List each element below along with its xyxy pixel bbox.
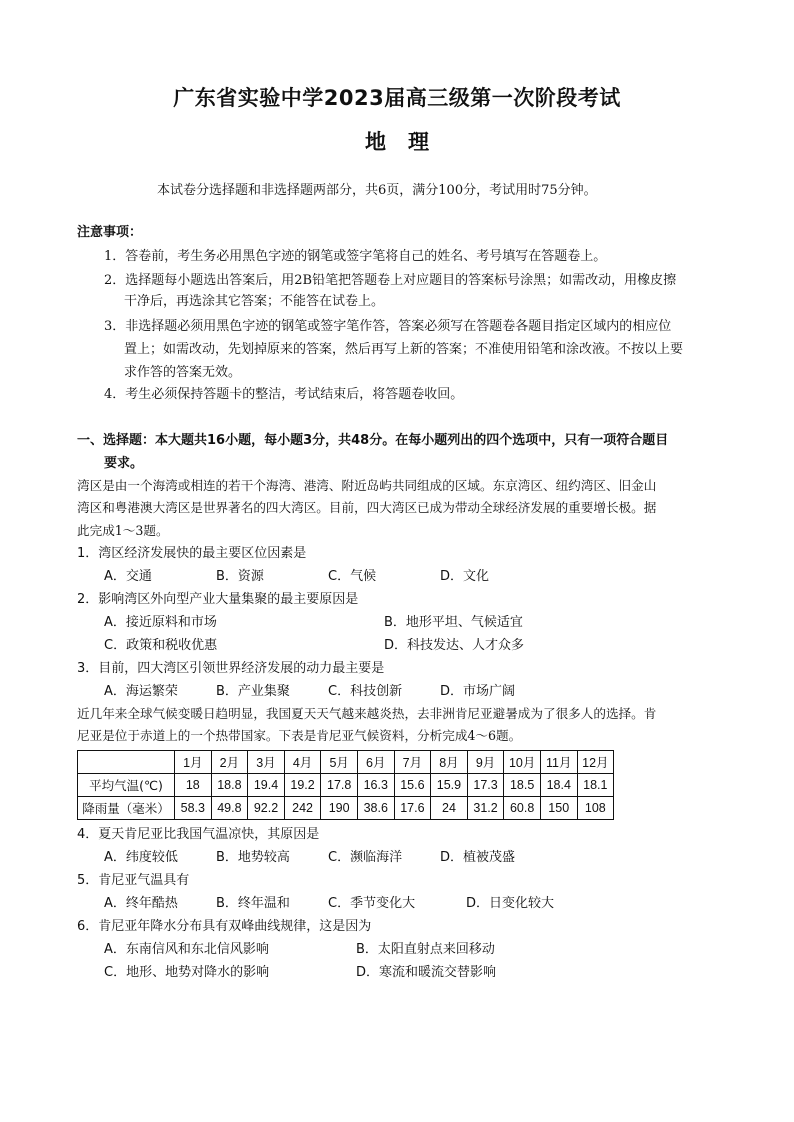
option-a: A．交通 xyxy=(104,569,152,584)
temp-cell: 18.4 xyxy=(540,774,577,797)
question-stem: 2．影响湾区外向型产业大量集聚的最主要原因是 xyxy=(77,592,359,607)
temp-cell: 15.9 xyxy=(431,774,468,797)
notice-item: 4．考生必须保持答题卡的整洁，考试结束后，将答题卷收回。 xyxy=(104,387,464,402)
option-c: C．政策和税收优惠 xyxy=(104,638,218,653)
option-c: C．季节变化大 xyxy=(328,896,416,911)
table-corner-cell xyxy=(78,751,175,774)
month-header: 2月 xyxy=(211,751,248,774)
temp-cell: 18.5 xyxy=(504,774,541,797)
notice-item: 置上；如需改动，先划掉原来的答案，然后再写上新的答案；不准使用铅笔和涂改液。不按以上要 xyxy=(124,342,684,357)
option-b: B．地势较高 xyxy=(216,850,290,865)
option-a: A．终年酷热 xyxy=(104,896,178,911)
passage-line: 尼亚是位于赤道上的一个热带国家。下表是肯尼亚气候资料，分析完成4～6题。 xyxy=(77,728,522,743)
month-header: 12月 xyxy=(577,751,614,774)
option-d: D．植被茂盛 xyxy=(440,850,516,865)
rain-cell: 31.2 xyxy=(467,797,504,820)
temp-cell: 18.1 xyxy=(577,774,614,797)
rain-cell: 58.3 xyxy=(175,797,212,820)
exam-intro: 本试卷分选择题和非选择题两部分，共6页，满分100分，考试用时75分钟。 xyxy=(157,183,597,198)
option-a: A．东南信风和东北信风影响 xyxy=(104,942,269,957)
temp-cell: 19.4 xyxy=(248,774,285,797)
rain-cell: 24 xyxy=(431,797,468,820)
temp-row-label: 平均气温(℃) xyxy=(78,774,175,797)
option-b: B．地形平坦、气候适宜 xyxy=(384,615,523,630)
section-heading-cont: 要求。 xyxy=(104,456,144,471)
rain-cell: 242 xyxy=(284,797,321,820)
exam-title: 广东省实验中学2023届高三级第一次阶段考试 xyxy=(173,86,621,110)
rain-cell: 92.2 xyxy=(248,797,285,820)
option-d: D．市场广阔 xyxy=(440,684,516,699)
rain-cell: 38.6 xyxy=(357,797,394,820)
month-header: 5月 xyxy=(321,751,358,774)
question-stem: 1．湾区经济发展快的最主要区位因素是 xyxy=(77,546,307,561)
notice-item: 2．选择题每小题选出答案后，用2B铅笔把答题卷上对应题目的答案标号涂黑；如需改动，用橡皮擦 xyxy=(104,273,677,288)
option-c: C．气候 xyxy=(328,569,377,584)
option-a: A．纬度较低 xyxy=(104,850,178,865)
temp-cell: 18 xyxy=(175,774,212,797)
passage-line: 湾区和粤港澳大湾区是世界著名的四大湾区。目前，四大湾区已成为带动全球经济发展的重要增长极。据 xyxy=(77,500,657,515)
temp-cell: 18.8 xyxy=(211,774,248,797)
month-header: 7月 xyxy=(394,751,431,774)
passage-line: 湾区是由一个海湾或相连的若干个海湾、港湾、附近岛屿共同组成的区域。东京湾区、纽约湾区、旧金山 xyxy=(77,478,657,493)
notice-item: 求作答的答案无效。 xyxy=(124,365,242,380)
rain-cell: 49.8 xyxy=(211,797,248,820)
passage-line: 此完成1～3题。 xyxy=(77,523,169,538)
month-header: 4月 xyxy=(284,751,321,774)
option-c: C．地形、地势对降水的影响 xyxy=(104,965,270,980)
table-header-row xyxy=(78,751,614,774)
notice-item: 3．非选择题必须用黑色字迹的钢笔或签字笔作答，答案必须写在答题卷各题目指定区域内的相应位 xyxy=(104,319,672,334)
temp-cell: 15.6 xyxy=(394,774,431,797)
notice-item: 干净后，再选涂其它答案；不能答在试卷上。 xyxy=(124,294,385,309)
month-header: 3月 xyxy=(248,751,285,774)
question-stem: 5．肯尼亚气温具有 xyxy=(77,873,190,888)
month-header: 1月 xyxy=(175,751,212,774)
rain-cell: 190 xyxy=(321,797,358,820)
option-d: D．日变化较大 xyxy=(466,896,555,911)
option-a: A．海运繁荣 xyxy=(104,684,178,699)
question-stem: 6．肯尼亚年降水分布具有双峰曲线规律，这是因为 xyxy=(77,919,372,934)
subject-title: 地理 xyxy=(365,130,451,154)
temp-cell: 17.3 xyxy=(467,774,504,797)
notice-item: 1．答卷前，考生务必用黑色字迹的钢笔或签字笔将自己的姓名、考号填写在答题卷上。 xyxy=(104,249,607,264)
table-row xyxy=(78,774,614,797)
month-header: 8月 xyxy=(431,751,468,774)
option-b: B．产业集聚 xyxy=(216,684,290,699)
month-header: 6月 xyxy=(357,751,394,774)
table-row xyxy=(78,797,614,820)
option-a: A．接近原料和市场 xyxy=(104,615,217,630)
rain-cell: 150 xyxy=(540,797,577,820)
rain-cell: 108 xyxy=(577,797,614,820)
month-header: 9月 xyxy=(467,751,504,774)
month-header: 10月 xyxy=(504,751,541,774)
option-b: B．资源 xyxy=(216,569,264,584)
option-d: D．文化 xyxy=(440,569,490,584)
temp-cell: 16.3 xyxy=(357,774,394,797)
question-stem: 3．目前，四大湾区引领世界经济发展的动力最主要是 xyxy=(77,661,385,676)
month-header: 11月 xyxy=(540,751,577,774)
climate-table xyxy=(77,750,614,820)
temp-cell: 19.2 xyxy=(284,774,321,797)
option-c: C．科技创新 xyxy=(328,684,403,699)
passage-line: 近几年来全球气候变暖日趋明显，我国夏天天气越来越炎热，去非洲肯尼亚避暑成为了很多人的选择。肯 xyxy=(77,706,657,721)
temp-cell: 17.8 xyxy=(321,774,358,797)
question-stem: 4．夏天肯尼亚比我国气温凉快，其原因是 xyxy=(77,827,320,842)
option-c: C．濒临海洋 xyxy=(328,850,403,865)
option-b: B．太阳直射点来回移动 xyxy=(356,942,495,957)
option-d: D．寒流和暖流交替影响 xyxy=(356,965,497,980)
rain-row-label: 降雨量（毫米） xyxy=(78,797,175,820)
option-b: B．终年温和 xyxy=(216,896,290,911)
section-heading: 一、选择题：本大题共16小题，每小题3分，共48分。在每小题列出的四个选项中，只有一项符合题目 xyxy=(77,433,669,448)
option-d: D．科技发达、人才众多 xyxy=(384,638,525,653)
rain-cell: 17.6 xyxy=(394,797,431,820)
notice-heading: 注意事项： xyxy=(77,225,143,240)
rain-cell: 60.8 xyxy=(504,797,541,820)
